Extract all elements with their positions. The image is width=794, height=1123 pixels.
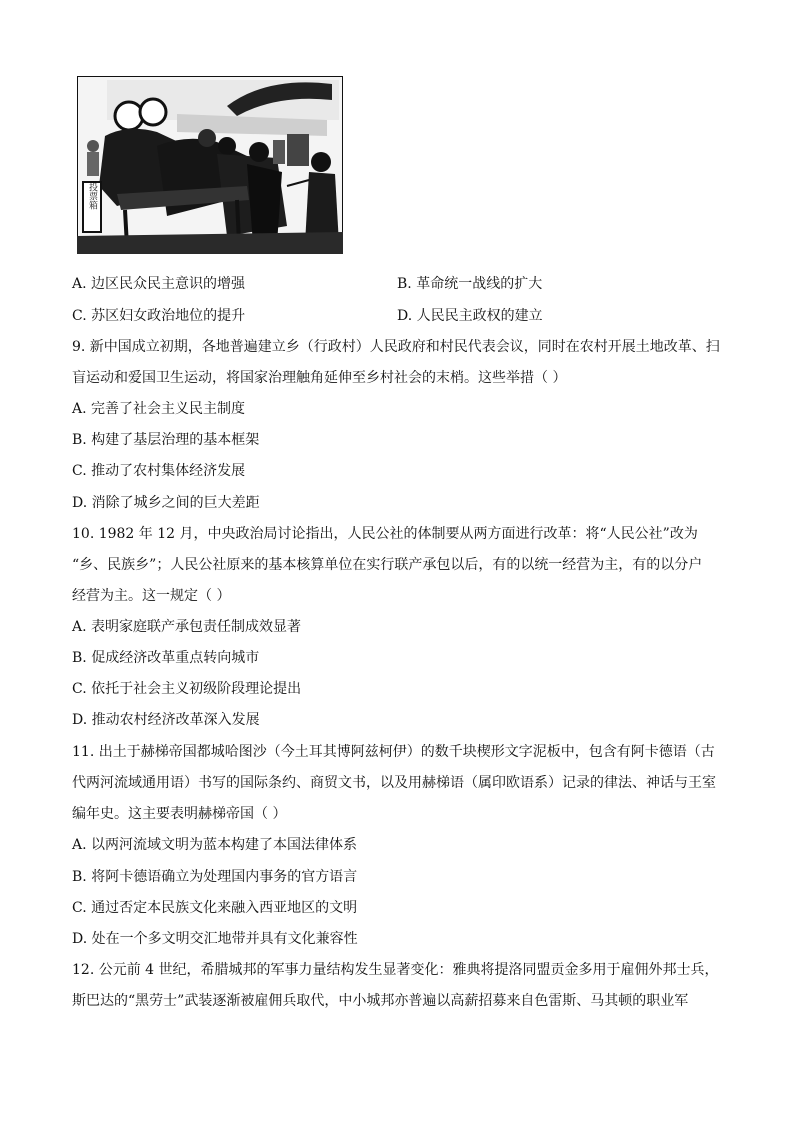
q11-option-b[interactable]: B. 将阿卡德语确立为处理国内事务的官方语言: [72, 869, 358, 885]
q8-option-d[interactable]: D. 人民民主政权的建立: [397, 308, 543, 324]
q11-stem: 代两河流域通用语）书写的国际条约、商贸文书，以及用赫梯语（属印欧语系）记录的律法、神话与王室: [72, 775, 716, 791]
voting-woodcut-illustration: [77, 76, 343, 254]
q9-option-c[interactable]: C. 推动了农村集体经济发展: [72, 463, 246, 479]
q9-option-d[interactable]: D. 消除了城乡之间的巨大差距: [72, 495, 260, 511]
q11-stem: 编年史。这主要表明赫梯帝国（ ）: [72, 806, 287, 822]
q10-option-d[interactable]: D. 推动农村经济改革深入发展: [72, 712, 260, 728]
q8-option-b[interactable]: B. 革命统一战线的扩大: [397, 276, 543, 292]
q11-stem: 11. 出土于赫梯帝国都城哈图沙（今土耳其博阿兹柯伊）的数千块楔形文字泥板中，包含有阿卡德语（古: [72, 744, 715, 760]
q10-stem: 10. 1982 年 12 月，中央政治局讨论指出，人民公社的体制要从两方面进行改革：将“人民公社”改为: [72, 526, 698, 542]
q10-option-c[interactable]: C. 依托于社会主义初级阶段理论提出: [72, 681, 302, 697]
q10-option-b[interactable]: B. 促成经济改革重点转向城市: [72, 650, 260, 666]
q9-stem: 9. 新中国成立初期，各地普遍建立乡（行政村）人民政府和村民代表会议，同时在农村开展土地改革、扫: [72, 339, 720, 355]
q11-option-a[interactable]: A. 以两河流域文明为蓝本构建了本国法律体系: [72, 837, 358, 853]
q12-stem: 12. 公元前 4 世纪，希腊城邦的军事力量结构发生显著变化：雅典将提洛同盟贡金多用于雇佣外邦士兵，: [72, 962, 719, 978]
ballot-box-sign: 投票箱: [87, 182, 97, 210]
q8-option-a[interactable]: A. 边区民众民主意识的增强: [72, 276, 246, 292]
q11-option-d[interactable]: D. 处在一个多文明交汇地带并具有文化兼容性: [72, 931, 358, 947]
q9-option-a[interactable]: A. 完善了社会主义民主制度: [72, 401, 246, 417]
q12-stem: 斯巴达的“黑劳士”武装逐渐被雇佣兵取代，中小城邦亦普遍以高薪招募来自色雷斯、马其顿的职业军: [72, 993, 689, 1009]
q11-option-c[interactable]: C. 通过否定本民族文化来融入西亚地区的文明: [72, 900, 358, 916]
q9-option-b[interactable]: B. 构建了基层治理的基本框架: [72, 432, 260, 448]
q9-stem: 盲运动和爱国卫生运动，将国家治理触角延伸至乡村社会的末梢。这些举措（ ）: [72, 370, 567, 386]
q10-option-a[interactable]: A. 表明家庭联产承包责任制成效显著: [72, 619, 302, 635]
q8-option-c[interactable]: C. 苏区妇女政治地位的提升: [72, 308, 246, 324]
q10-stem: “乡、民族乡”；人民公社原来的基本核算单位在实行联产承包以后，有的以统一经营为主，有的以分户: [72, 557, 703, 573]
q10-stem: 经营为主。这一规定（ ）: [72, 588, 231, 604]
